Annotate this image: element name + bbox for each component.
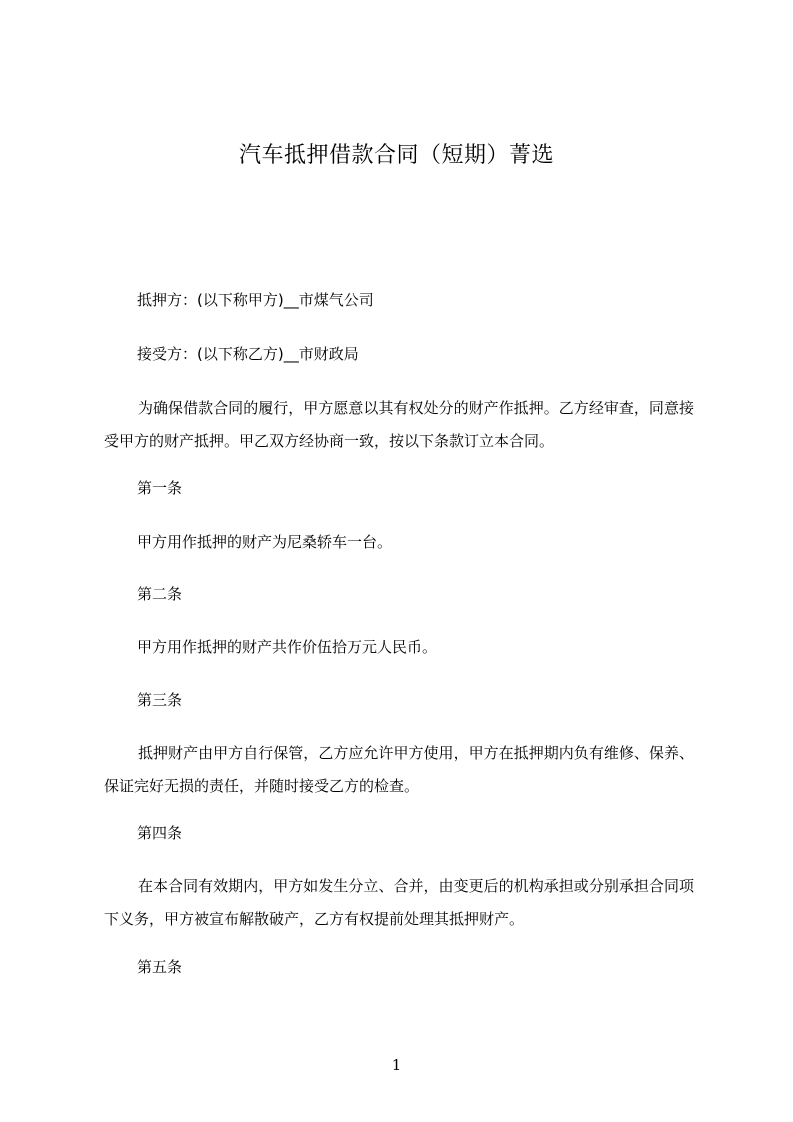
article-1-text: 甲方用作抵押的财产为尼桑轿车一台。 <box>137 533 393 551</box>
mortgagee-line: 接受方：(以下称乙方)__市财政局 <box>137 345 359 363</box>
article-3-heading: 第三条 <box>137 691 183 709</box>
page-number: 1 <box>391 1056 402 1074</box>
article-4-text: 在本合同有效期内，甲方如发生分立、合并，由变更后的机构承担或分别承担合同项下义务，甲方被宣布解散破产，乙方有权提前处理其抵押财产。 <box>104 877 694 928</box>
article-5-heading: 第五条 <box>137 958 183 976</box>
article-2-heading: 第二条 <box>137 585 183 603</box>
mortgagor-line: 抵押方：(以下称甲方)__市煤气公司 <box>137 291 374 309</box>
article-1-heading: 第一条 <box>137 479 183 497</box>
article-3-text: 抵押财产由甲方自行保管，乙方应允许甲方使用，甲方在抵押期内负有维修、保养、保证完好无损的责任，并随时接受乙方的检查。 <box>104 744 694 795</box>
document-title: 汽车抵押借款合同（短期）菁选 <box>238 143 554 168</box>
article-2-text: 甲方用作抵押的财产共作价伍拾万元人民币。 <box>137 638 438 656</box>
intro-paragraph: 为确保借款合同的履行，甲方愿意以其有权处分的财产作抵押。乙方经审查，同意接受甲方的财产抵押。甲乙双方经协商一致，按以下条款订立本合同。 <box>104 399 694 450</box>
article-4-heading: 第四条 <box>137 824 183 842</box>
